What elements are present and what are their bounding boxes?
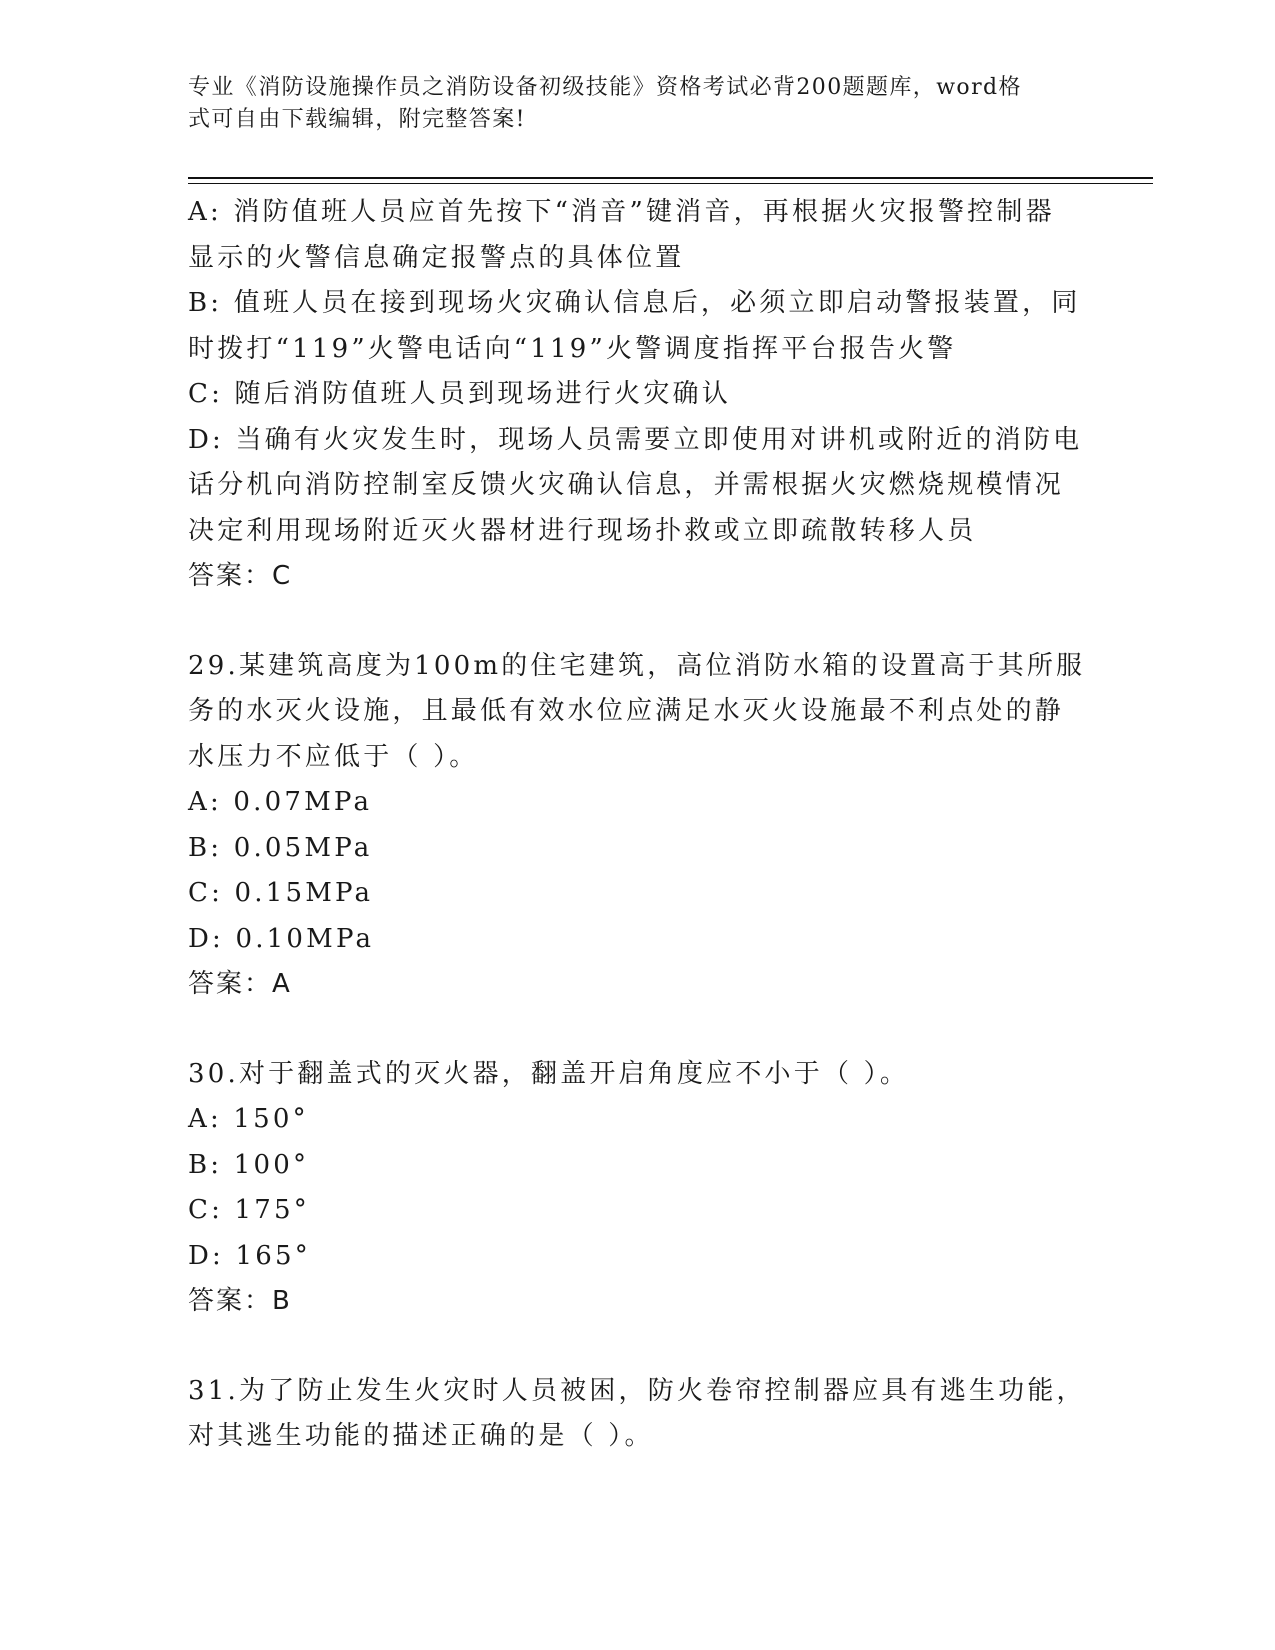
option-d-line-3: 决定利用现场附近灭火器材进行现场扑救或立即疏散转移人员 bbox=[188, 515, 977, 546]
question-stem: 30.对于翻盖式的灭火器，翻盖开启角度应不小于（ ）。 bbox=[188, 1058, 910, 1089]
question-stem-line-1: 31.为了防止发生火灾时人员被困，防火卷帘控制器应具有逃生功能， bbox=[188, 1375, 1086, 1406]
header-line-1: 专业《消防设施操作员之消防设备初级技能》资格考试必背200题题库，word格 bbox=[188, 75, 1022, 100]
spacer bbox=[188, 600, 1088, 644]
header-rule-thin bbox=[188, 183, 1153, 184]
question-29 bbox=[188, 644, 1088, 1008]
question-body bbox=[188, 190, 1088, 1460]
question-stem-line-2: 务的水灭火设施，且最低有效水位应满足水灭火设施最不利点处的静 bbox=[188, 696, 1065, 726]
question-stem-line-2: 对其逃生功能的描述正确的是（ ）。 bbox=[188, 1421, 654, 1451]
option-d: D: 0.10MPa bbox=[188, 923, 375, 954]
option-b-line-1: B: 值班人员在接到现场火灾确认信息后，必须立即启动警报装置，同 bbox=[188, 288, 1081, 318]
option-c: C: 175° bbox=[188, 1195, 310, 1225]
option-d-line-1: D: 当确有火灾发生时，现场人员需要立即使用对讲机或附近的消防电 bbox=[188, 424, 1083, 455]
spacer bbox=[188, 1008, 1088, 1052]
answer: 答案：A bbox=[188, 969, 292, 999]
option-b: B: 100° bbox=[188, 1149, 310, 1180]
question-31 bbox=[188, 1369, 1088, 1460]
option-a-line-2: 显示的火警信息确定报警点的具体位置 bbox=[188, 242, 685, 273]
option-b-line-2: 时拨打“119”火警电话向“119”火警调度指挥平台报告火警 bbox=[188, 333, 957, 364]
question-stem-line-1: 29.某建筑高度为100m的住宅建筑，高位消防水箱的设置高于其所服 bbox=[188, 650, 1086, 681]
header-line-2: 式可自由下载编辑，附完整答案! bbox=[188, 107, 526, 132]
option-b: B: 0.05MPa bbox=[188, 832, 373, 863]
spacer bbox=[188, 1325, 1088, 1369]
header-rule-thick bbox=[188, 177, 1153, 179]
question-stem-line-3: 水压力不应低于（ ）。 bbox=[188, 741, 479, 772]
answer: 答案：B bbox=[188, 1286, 292, 1316]
option-a-line-1: A: 消防值班人员应首先按下“消音”键消音，再根据火灾报警控制器 bbox=[188, 197, 1055, 227]
option-a: A: 0.07MPa bbox=[188, 787, 373, 817]
option-c: C: 0.15MPa bbox=[188, 878, 374, 908]
document-header bbox=[188, 72, 1068, 136]
option-d-line-2: 话分机向消防控制室反馈火灾确认信息，并需根据火灾燃烧规模情况 bbox=[188, 470, 1065, 500]
answer: 答案：C bbox=[188, 561, 293, 591]
option-d: D: 165° bbox=[188, 1240, 311, 1271]
question-28 bbox=[188, 190, 1088, 600]
option-c: C: 随后消防值班人员到现场进行火灾确认 bbox=[188, 379, 731, 409]
option-a: A: 150° bbox=[188, 1104, 309, 1134]
question-30 bbox=[188, 1052, 1088, 1325]
